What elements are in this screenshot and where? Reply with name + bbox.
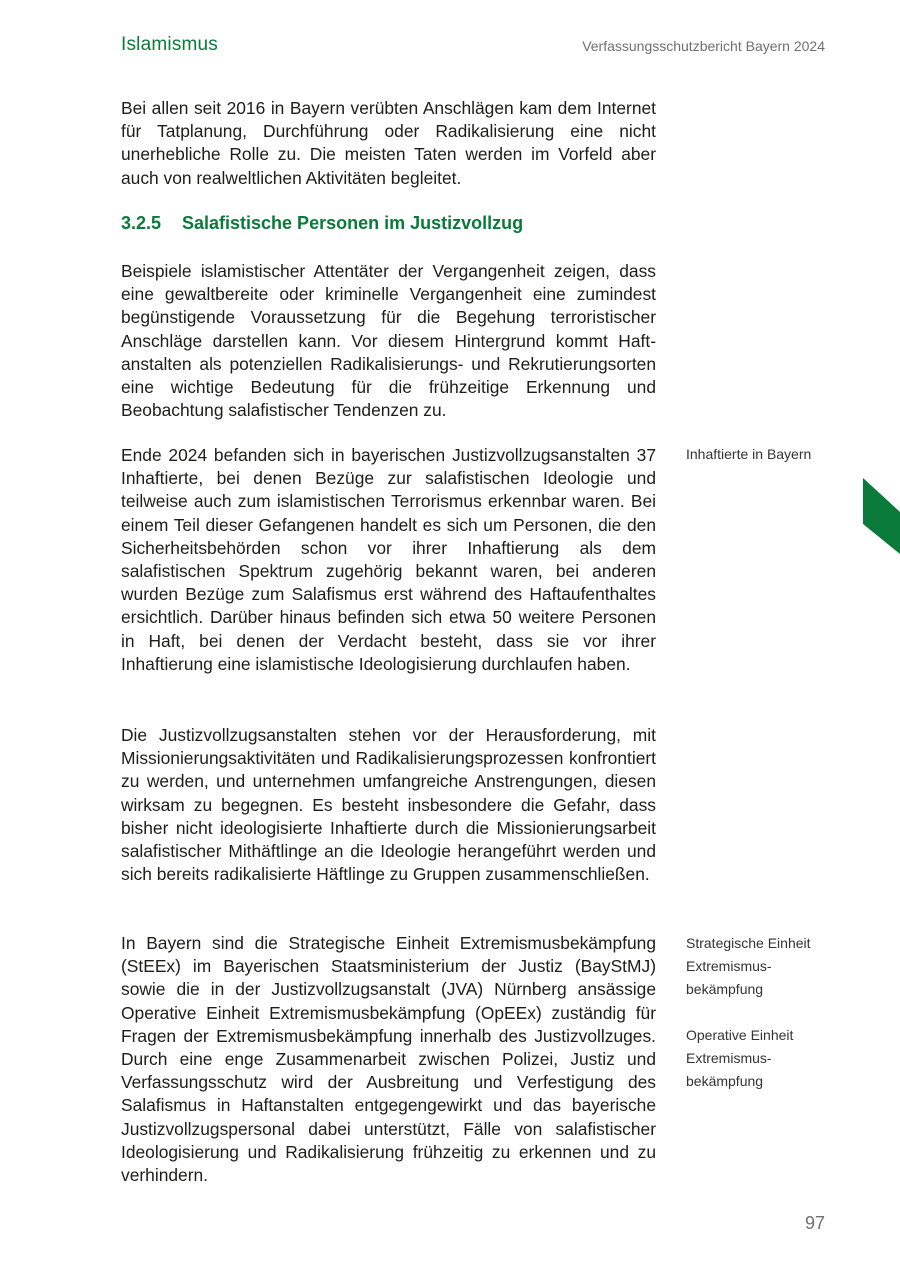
heading-text: Salafistische Personen im Justizvollzug	[182, 213, 524, 233]
header-report-title: Verfassungsschutzbericht Bayern 2024	[582, 38, 825, 54]
header-section-title: Islamismus	[121, 34, 219, 55]
paragraph-inhaftierte: Ende 2024 befanden sich in bayerischen Justizvollzugsanstalten 37 Inhaftierte, bei denen Bezüge zur salafistischen Ideologie und teilweise auch zum islamistischen Terrorismus erkennbar waren. Bei einem Teil dieser Gefangenen handelt es sich um Personen, die den Sicherheitsbehörden schon vor ihrer Inhaftierung als dem salafistischen Spektrum zugehörig bekannt waren, bei anderen wurden Bezüge zum Salafismus erst während des Haftaufenthaltes ersichtlich. Darüber hinaus befinden sich etwa 50 weitere Personen in Haft, bei denen der Verdacht besteht, dass sie vor ihrer Inhaftierung eine islamistische Ideologisierung durchlaufen haben.	[121, 445, 656, 674]
margin-note-operative-einheit	[686, 1024, 836, 1093]
margin-note-line: bekämpfung	[686, 981, 764, 997]
paragraph-internet: Bei allen seit 2016 in Bayern verübten Anschlägen kam dem Internet für Tatplanung, Durchführung oder Radikalisierung eine nicht unerhebliche Rolle zu. Die meisten Taten werden im Vorfeld aber auch von realweltlichen Aktivitäten begleitet.	[121, 98, 656, 188]
section-heading	[121, 213, 656, 234]
heading-number: 3.2.5	[121, 213, 162, 233]
chapter-tab-shape	[863, 478, 900, 554]
margin-note-inhaftierte: Inhaftierte in Bayern	[686, 446, 812, 462]
paragraph-attentaeter: Beispiele islamistischer Attentäter der Vergangenheit zeigen, dass eine gewaltbereite oder kriminelle Vergangenheit eine zumindest begünstigende Voraussetzung für die Begehung terroristischer Anschläge darstellen kann. Vor diesem Hintergrund kommt Haftanstalten als potenziellen Radikalisierungs- und Rekrutierungsorten eine wichtige Bedeutung für die frühzeitige Erkennung und Beobachtung salafistischer Tendenzen zu.	[121, 261, 656, 421]
paragraph-einheiten: In Bayern sind die Strategische Einheit Extremismusbekämpfung (StEEx) im Bayerischen Staatsministerium der Justiz (BayStMJ) sowie die in der Justizvollzugsanstalt (JVA) Nürnberg ansässige Operative Einheit Extremismusbekämpfung (OpEEx) zuständig für Fragen der Extremismusbekämpfung innerhalb des Justizvollzuges. Durch eine enge Zusammenarbeit zwischen Polizei, Justiz und Verfassungsschutz wird der Ausbreitung und Verfestigung des Salafismus in Haftanstalten entgegengewirkt und das bayerische Justizvollzugspersonal dabei unterstützt, Fälle von salafistischer Ideologisierung und Radikalisierung frühzeitig zu erkennen und zu verhindern.	[121, 933, 656, 1186]
margin-note-strategische-einheit	[686, 932, 836, 1001]
page-number: 97	[804, 1213, 825, 1233]
margin-note-line: Extremismus-	[686, 958, 772, 974]
chapter-tab-marker	[863, 478, 900, 554]
margin-note-line: Strategische Einheit	[686, 935, 811, 951]
margin-note-line: bekämpfung	[686, 1073, 764, 1089]
margin-note-line: Extremismus-	[686, 1050, 772, 1066]
paragraph-justizvollzugsanstalten: Die Justizvollzugsanstalten stehen vor der Herausforderung, mit Missionierungsaktivitäten und Radikalisierungsprozessen konfrontiert zu werden, und unternehmen umfangreiche Anstrengungen, diesen wirksam zu begegnen. Es besteht insbesondere die Gefahr, dass bisher nicht ideologisierte Inhaftierte durch die Missionierungsarbeit salafistischer Mithäftlinge an die Ideologie herangeführt werden und sich bereits radikalisierte Häftlinge zu Gruppen zusammenschließen.	[121, 725, 656, 885]
margin-note-line: Operative Einheit	[686, 1027, 794, 1043]
